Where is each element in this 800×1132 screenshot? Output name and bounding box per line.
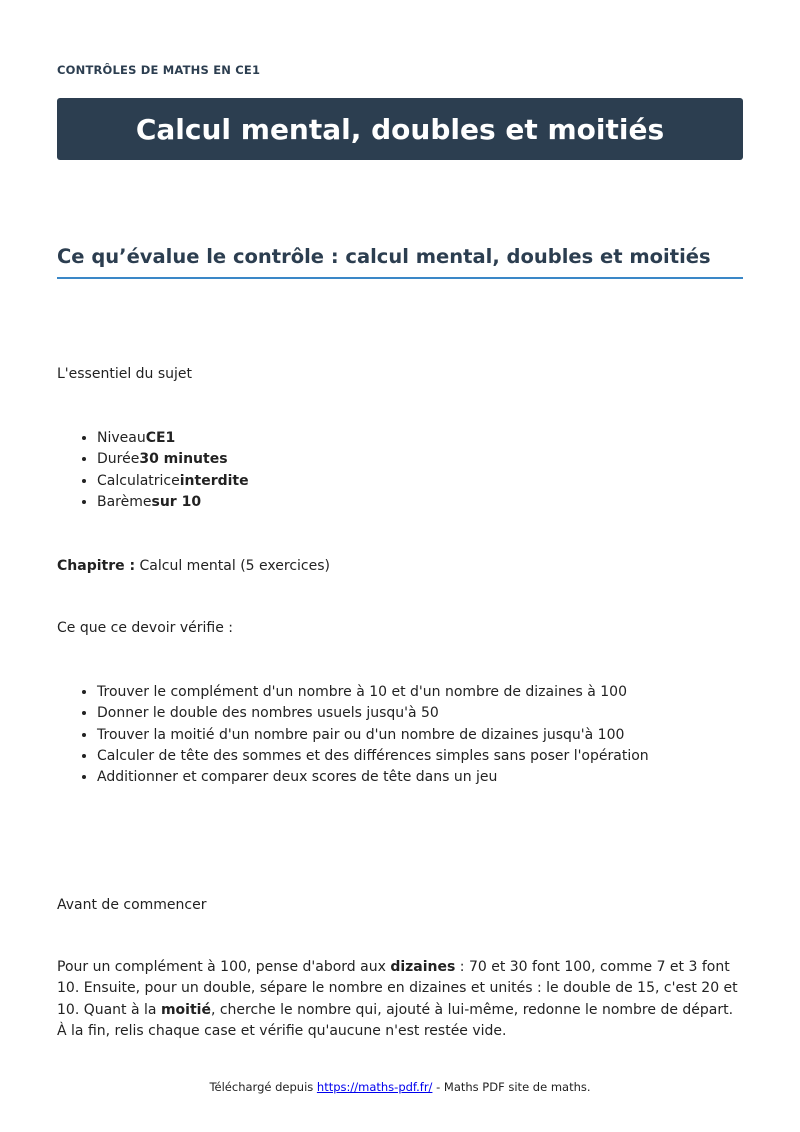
list-item: • Trouver le complément d'un nombre à 10 et d'un nombre de dizaines à 100 [97,682,649,703]
essentiel-label: L'essentiel du sujet [57,366,193,382]
advice-text: Pour un complément à 100, pense d'abord aux [57,959,391,975]
objectives-list [57,682,649,788]
advice-text: : 70 et 30 font 100, comme 7 et 3 font 10. Ensuite, pour un double, sépare le nombre en dizaines et unités : le double de 15, c'est 20 et 10. Quant à la [57,959,738,1018]
item-key: Durée [97,451,140,468]
essentiel-list [57,428,249,513]
footer-link[interactable]: https://maths-pdf.fr/ [316,1080,433,1094]
chapitre-label: Chapitre : [57,558,136,574]
footer-prefix: Téléchargé depuis [209,1080,317,1094]
advice-bold: dizaines [390,959,456,975]
item-value: CE1 [145,430,176,446]
title-banner [57,98,743,160]
verifie-label: Ce que ce devoir vérifie : [57,620,234,636]
item-key: Barème [97,493,152,510]
list-item [97,428,249,449]
item-value: 30 minutes [139,451,228,468]
item-key: Niveau [97,430,146,446]
chapitre-value: Calcul mental (5 exercices) [139,558,330,574]
advice-bold: moitié [160,1001,211,1018]
avant-label: Avant de commencer [57,897,207,913]
list-item [97,449,249,470]
item-value: interdite [179,472,249,489]
footer-suffix: - Maths PDF site de maths. [432,1080,591,1094]
page-title: Calcul mental, doubles et moitiés [135,112,665,146]
list-item: • Donner le double des nombres usuels jusqu'à 50 [97,703,649,724]
list-item [97,471,249,492]
list-item: • Additionner et comparer deux scores de tête dans un jeu [97,767,649,788]
footer [0,1080,800,1094]
list-item [97,492,249,513]
advice-paragraph [57,957,743,1042]
advice-text: , cherche le nombre qui, ajouté à lui-même, redonne le nombre de départ. À la fin, relis chaque case et vérifie qu'aucune n'est restée vide. [57,1001,734,1039]
item-key: Calculatrice [97,472,180,489]
list-item: • Calculer de tête des sommes et des différences simples sans poser l'opération [97,746,649,767]
chapitre-line [57,556,330,577]
item-value: sur 10 [151,493,202,510]
section-heading: Ce qu’évalue le contrôle : calcul mental, doubles et moitiés [57,245,743,279]
document-category: CONTRÔLES DE MATHS EN CE1 [57,63,261,77]
list-item: • Trouver la moitié d'un nombre pair ou d'un nombre de dizaines jusqu'à 100 [97,725,649,746]
